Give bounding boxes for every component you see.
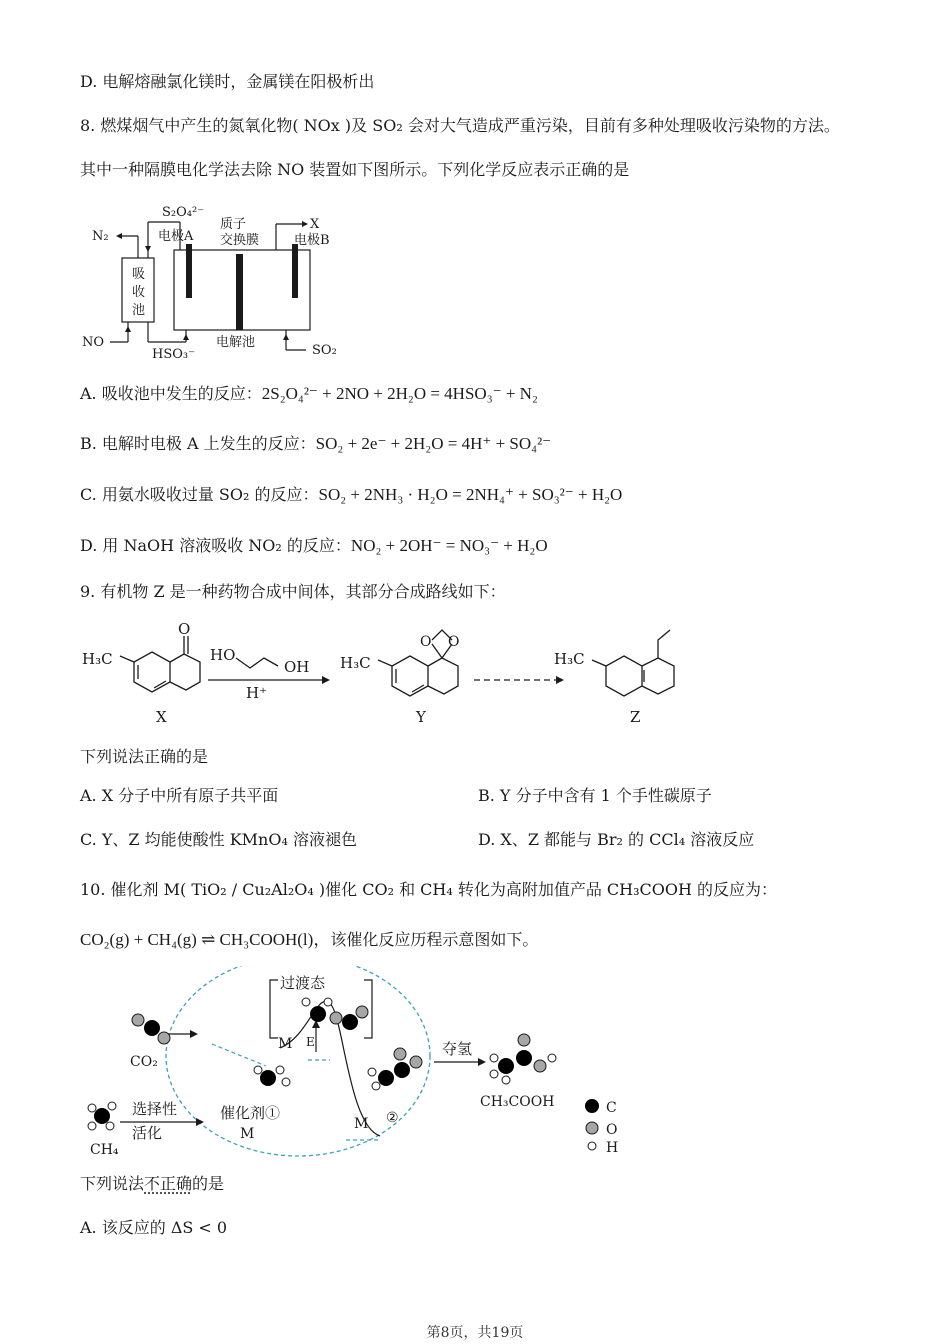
q9-stem: 9. 有机物 Z 是一种药物合成中间体，其部分合成路线如下：	[80, 582, 506, 601]
x-label: X	[310, 217, 320, 232]
q9-prompt: 下列说法正确的是	[80, 747, 209, 766]
q8-option-d: D. 用 NaOH 溶液吸收 NO₂ 的反应：NO₂ + 2OH⁻ = NO₃⁻ + H₂O	[80, 536, 548, 555]
reagent-oh: OH	[284, 658, 310, 676]
no-label: NO	[82, 335, 105, 350]
q9-option-a: A. X 分子中所有原子共平面	[80, 786, 279, 805]
catalyst-m-label: M	[240, 1126, 255, 1142]
emphasis-not-correct: 不正确	[144, 1174, 193, 1193]
y-oxygen-2: O	[448, 634, 460, 650]
membrane-label-2: 交换膜	[220, 233, 260, 248]
energy-e-label: E	[306, 1035, 315, 1049]
compound-z-label: Z	[630, 708, 641, 726]
q10-reaction-pathway-figure	[80, 966, 660, 1166]
page-footer: 第8页，共19页	[426, 1325, 524, 1341]
n2-label: N₂	[92, 229, 109, 244]
s2o4-label: S₂O₄²⁻	[162, 205, 205, 220]
absorb-char-3: 池	[132, 303, 146, 318]
q9-option-d: D. X、Z 都能与 Br₂ 的 CCl₄ 溶液反应	[478, 830, 755, 849]
y-oxygen-1: O	[420, 634, 432, 650]
x-oxygen: O	[178, 620, 191, 638]
legend-h: H	[606, 1140, 619, 1156]
catalyst-1-label: 催化剂①	[220, 1104, 281, 1122]
co2-label: CO₂	[130, 1054, 158, 1070]
selective-activation-2: 活化	[132, 1124, 163, 1142]
q10-stem-line2: CO₂(g) + CH₄(g) ⇌ CH₃COOH(l)，该催化反应历程示意图如下。	[80, 930, 539, 949]
q8-option-b: B. 电解时电极 A 上发生的反应：SO₂ + 2e⁻ + 2H₂O = 4H⁺ + SO₄²⁻	[80, 434, 552, 453]
step-2-label: ②	[386, 1110, 399, 1126]
z-h3c: H₃C	[554, 650, 585, 668]
electrode-a-label: 电极A	[158, 229, 194, 244]
so2-label: SO₂	[312, 343, 337, 358]
q8-stem-line1: 8. 燃煤烟气中产生的氮氧化物( NOx )及 SO₂ 会对大气造成严重污染，目前有多种处理吸收污染物的方法。	[80, 116, 840, 135]
absorb-char-2: 收	[132, 285, 146, 300]
m2-label: M	[354, 1116, 369, 1132]
electrode-b-label: 电极B	[294, 233, 330, 248]
ch4-label: CH₄	[90, 1142, 119, 1158]
ts-catalyst-m: M	[278, 1036, 293, 1052]
q9-option-b: B. Y 分子中含有 1 个手性碳原子	[478, 786, 712, 805]
compound-x-label: X	[156, 708, 167, 726]
membrane-label-1: 质子	[220, 217, 247, 232]
legend-c: C	[606, 1100, 617, 1116]
q9-synthesis-scheme	[80, 618, 700, 730]
q8-stem-line2: 其中一种隔膜电化学法去除 NO 装置如下图所示。下列化学反应表示正确的是	[80, 160, 630, 179]
reagent-ho: HO	[210, 646, 236, 664]
hso3-label: HSO₃⁻	[152, 347, 195, 362]
q7-option-d: D. 电解熔融氯化镁时，金属镁在阳极析出	[80, 72, 375, 91]
selective-activation-1: 选择性	[132, 1100, 178, 1118]
q8-option-a: A. 吸收池中发生的反应：2S₂O₄²⁻ + 2NO + 2H₂O = 4HSO₃⁻ + N₂	[80, 384, 538, 403]
ch3cooh-label: CH₃COOH	[480, 1094, 555, 1110]
q9-option-c: C. Y、Z 均能使酸性 KMnO₄ 溶液褪色	[80, 830, 357, 849]
q8-option-c: C. 用氨水吸收过量 SO₂ 的反应：SO₂ + 2NH₃ · H₂O = 2NH₄⁺ + SO₃²⁻ + H₂O	[80, 485, 623, 504]
q10-prompt: 下列说法不正确的是	[80, 1174, 225, 1193]
transition-state-label: 过渡态	[280, 974, 326, 992]
acid-catalyst: H⁺	[246, 684, 267, 702]
compound-y-label: Y	[416, 708, 426, 726]
cell-label: 电解池	[216, 335, 256, 350]
x-h3c: H₃C	[82, 650, 113, 668]
legend-o: O	[606, 1122, 618, 1138]
q10-option-a: A. 该反应的 ΔS < 0	[80, 1218, 228, 1237]
q8-electrolysis-diagram	[80, 200, 360, 370]
y-h3c: H₃C	[340, 654, 371, 672]
absorb-char-1: 吸	[132, 267, 146, 282]
q10-stem-line1: 10. 催化剂 M( TiO₂ / Cu₂Al₂O₄ )催化 CO₂ 和 CH₄ 转化为高附加值产品 CH₃COOH 的反应为：	[80, 880, 778, 899]
dehydrogenation-label: 夺氢	[442, 1040, 473, 1058]
